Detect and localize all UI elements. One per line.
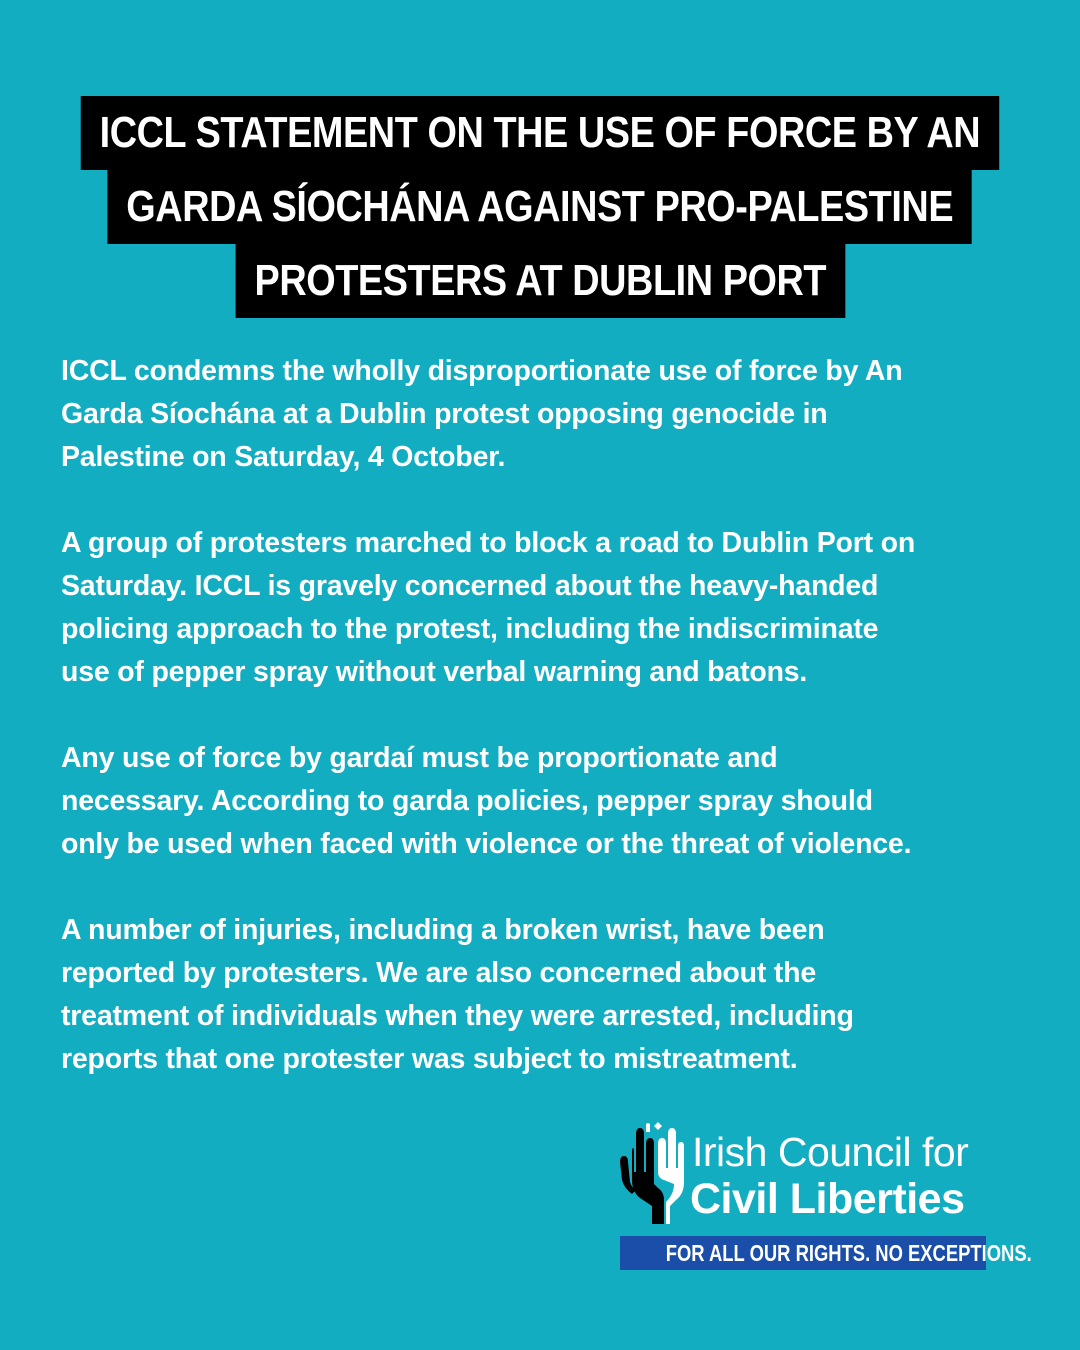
- logo-name-line-1: Irish Council for: [692, 1129, 969, 1175]
- paragraph-line: treatment of individuals when they were arrested, including: [61, 1000, 854, 1032]
- title-line-3: PROTESTERS AT DUBLIN PORT: [235, 244, 844, 318]
- paragraph-line: Saturday. ICCL is gravely concerned about the heavy-handed: [61, 570, 879, 602]
- raised-hands-icon: [618, 1122, 688, 1226]
- title-line-1: ICCL STATEMENT ON THE USE OF FORCE BY AN: [81, 96, 999, 170]
- paragraph-line: Palestine on Saturday, 4 October.: [61, 441, 506, 473]
- paragraph-line: necessary. According to garda policies, pepper spray should: [61, 785, 873, 817]
- paragraph-line: policing approach to the protest, including the indiscriminate: [61, 613, 879, 645]
- page-title: [0, 96, 1080, 318]
- paragraph-1: [61, 350, 1031, 479]
- paragraph-line: reported by protesters. We are also concerned about the: [61, 957, 817, 989]
- logo-tagline: [620, 1236, 1032, 1270]
- tagline-text: FOR ALL OUR RIGHTS. NO EXCEPTIONS.: [665, 1240, 1032, 1266]
- paragraph-line: Any use of force by gardaí must be proportionate and: [61, 742, 778, 774]
- paragraph-line: A group of protesters marched to block a road to Dublin Port on: [61, 527, 916, 559]
- paragraph-line: ICCL condemns the wholly disproportionate use of force by An: [61, 355, 903, 387]
- title-line-2: GARDA SÍOCHÁNA AGAINST PRO-PALESTINE: [108, 170, 973, 244]
- iccl-logo: [618, 1122, 1032, 1272]
- paragraph-3: [61, 737, 1031, 866]
- paragraph-2: [61, 522, 1031, 694]
- paragraph-line: Garda Síochána at a Dublin protest opposing genocide in: [61, 398, 828, 430]
- paragraph-line: reports that one protester was subject to mistreatment.: [61, 1043, 798, 1075]
- logo-name-line-2: Civil Liberties: [690, 1175, 965, 1223]
- paragraph-line: use of pepper spray without verbal warning and batons.: [61, 656, 808, 688]
- statement-body: [61, 350, 1031, 1124]
- paragraph-line: only be used when faced with violence or the threat of violence.: [61, 828, 912, 860]
- paragraph-4: [61, 909, 1031, 1081]
- paragraph-line: A number of injuries, including a broken wrist, have been: [61, 914, 825, 946]
